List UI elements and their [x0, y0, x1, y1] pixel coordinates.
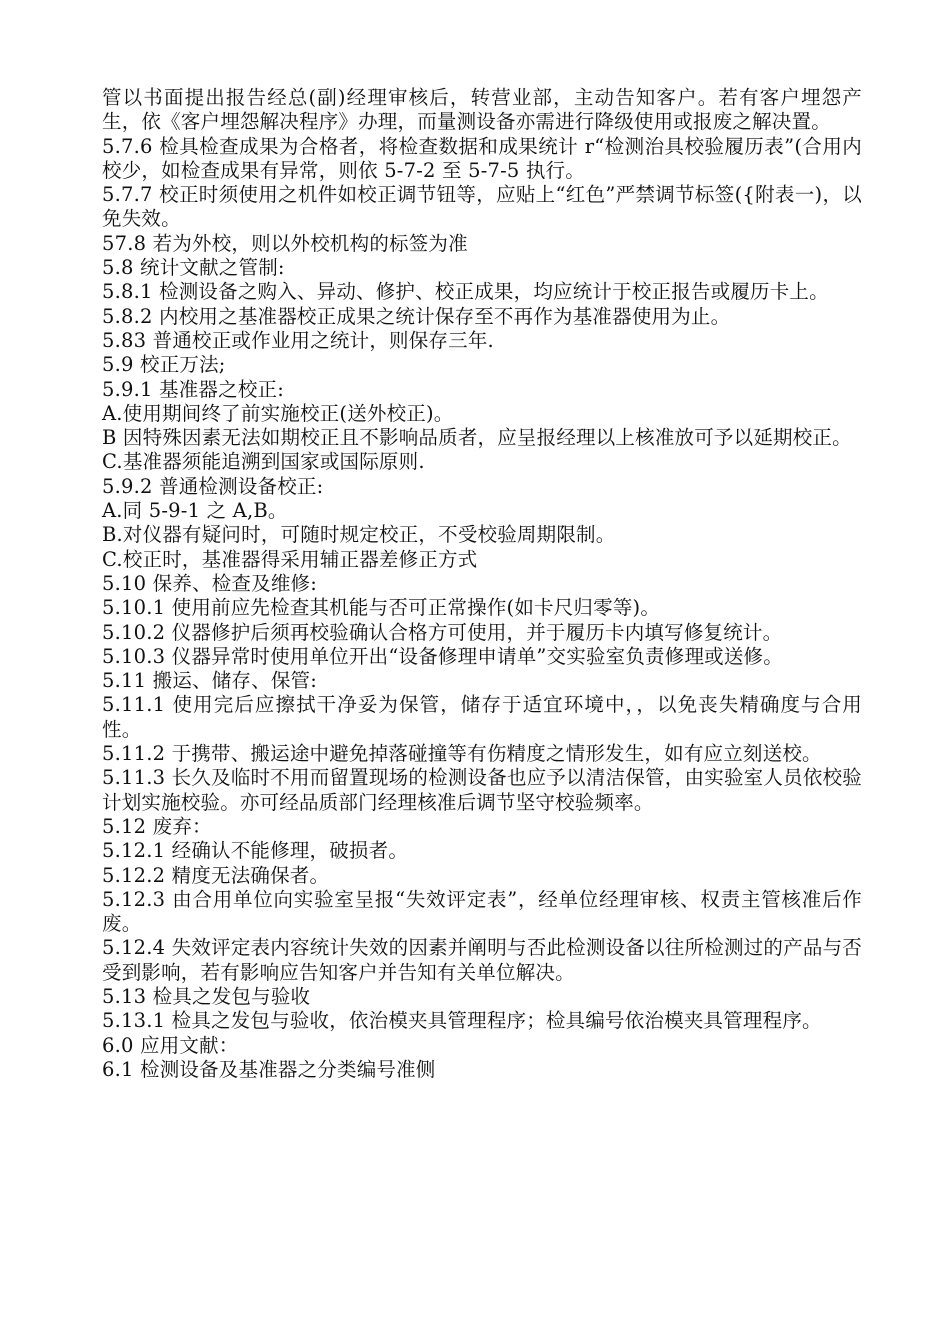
document-page: [102, 86, 862, 1082]
section-heading: 5.10 保养、检查及维修:: [102, 571, 317, 595]
paragraph: 5.8.1 检测设备之购入、异动、修护、校正成果，均应统计于校正报告或履历卡上。: [102, 280, 829, 304]
list-item: C.基准器须能追溯到国家或国际原则.: [102, 450, 425, 474]
list-item: A.同 5-9-1 之 A,B。: [102, 499, 288, 523]
section-heading: 6.0 应用文献：: [102, 1033, 239, 1057]
paragraph: 5.7.7 校正时须使用之机件如校正调节钮等，应贴上“红色”严禁调节标签({附表一)，以免失效。: [102, 183, 862, 231]
paragraph: 5.13.1 检具之发包与验收，依治模夹具管理程序；检具编号依治模夹具管理程序。: [102, 1009, 822, 1033]
paragraph: 5.10.1 使用前应先检查其机能与否可正常操作(如卡尺归零等)。: [102, 596, 661, 620]
paragraph: 6.1 检测设备及基准器之分类编号准侧: [102, 1057, 436, 1081]
paragraph: 5.11.1 使用完后应擦拭干净妥为保管，储存于适宜环境中，，以免丧失精确度与合用性。: [102, 693, 862, 741]
section-heading: 5.8 统计文献之管制:: [102, 256, 285, 280]
paragraph: 5.12.4 失效评定表内容统计失效的因素并阐明与否此检测设备以往所检测过的产品与否受到影响，若有影响应告知客户并告知有关单位解决。: [102, 936, 862, 984]
paragraph: 5.10.3 仪器异常时使用单位开出“设备修理申请单”交实验室负责修理或送修。: [102, 644, 783, 668]
paragraph: 5.7.6 检具检查成果为合格者，将检查数据和成果统计 r“检测治具校验履历表”(合用内校少，如检查成果有异常，则依 5-7-2 至 5-7-5 执行。: [102, 134, 862, 182]
paragraph: 5.11.2 于携带、搬运途中避免掉落碰撞等有伤精度之情形发生，如有应立刻送校。: [102, 742, 822, 766]
list-item: C.校正时，基准器得采用辅正器差修正方式: [102, 547, 478, 571]
paragraph: 5.12.1 经确认不能修理，破损者。: [102, 839, 409, 863]
paragraph: 5.83 普通校正或作业用之统计，则保存三年.: [102, 328, 494, 352]
paragraph: 5.8.2 内校用之基准器校正成果之统计保存至不再作为基准器使用为止。: [102, 304, 731, 328]
list-item: B 因特殊因素无法如期校正且不影响品质者，应呈报经理以上核准放可予以延期校正。: [102, 426, 852, 450]
paragraph: 5.11.3 长久及临时不用而留置现场的检测设备也应予以清洁保管，由实验室人员依校验计划实施校验。亦可经品质部门经理核准后调节坚守校验频率。: [102, 766, 862, 814]
subsection-heading: 5.9.1 基准器之校正:: [102, 377, 284, 401]
section-heading: 5.11 搬运、储存、保管:: [102, 669, 317, 693]
section-heading: 5.13 检具之发包与验收: [102, 984, 311, 1008]
paragraph: 57.8 若为外校，则以外校机构的标签为准: [102, 231, 468, 255]
paragraph: 5.10.2 仪器修护后须再校验确认合格方可使用，并于履历卡内填写修复统计。: [102, 620, 783, 644]
list-item: A.使用期间终了前实施校正(送外校正)。: [102, 401, 454, 425]
list-item: B.对仪器有疑问时，可随时规定校正，不受校验周期限制。: [102, 523, 616, 547]
paragraph: 5.12.3 由合用单位向实验室呈报“失效评定表”，经单位经理审核、权责主管核准后作废。: [102, 887, 862, 936]
subsection-heading: 5.9.2 普通检测设备校正:: [102, 474, 324, 498]
section-heading: 5.12 废弃：: [102, 814, 212, 838]
paragraph: 管以书面提出报告经总(副)经理审核后，转营业部，主动告知客户。若有客户埋怨产生，依《客户埋怨解决程序》办理，而量测设备亦需进行降级使用或报废之解决置。: [102, 86, 862, 134]
paragraph: 5.12.2 精度无法确保者。: [102, 863, 330, 887]
section-heading: 5.9 校正万法;: [102, 353, 226, 377]
